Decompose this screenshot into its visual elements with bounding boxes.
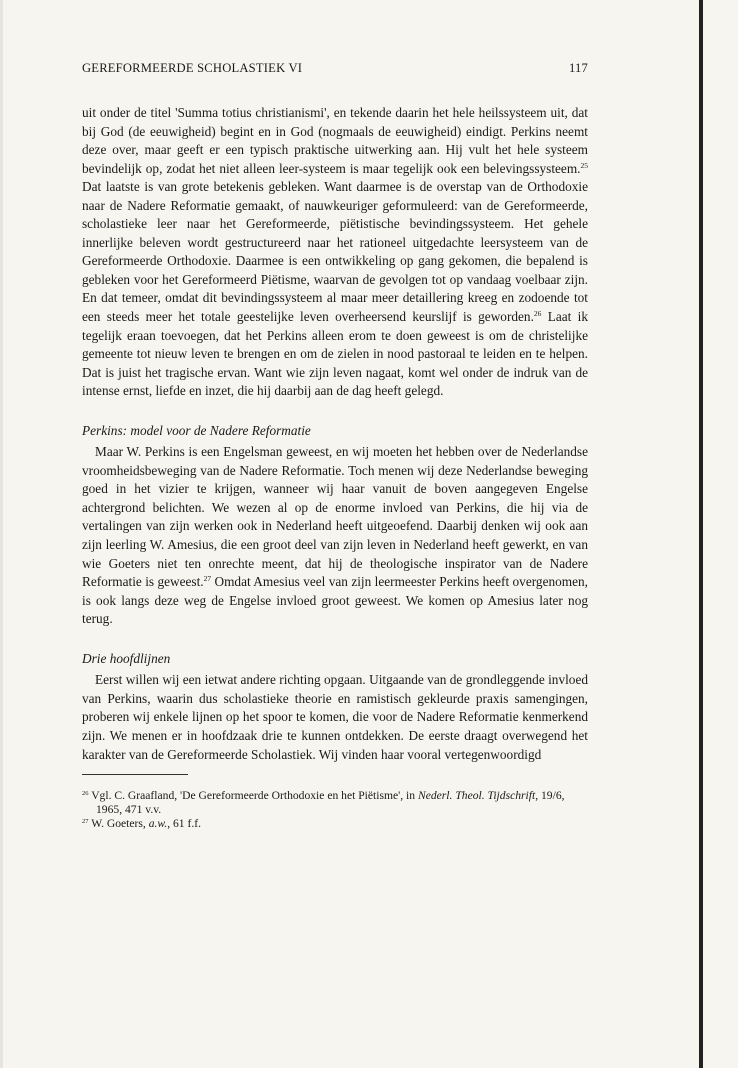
- scan-right-edge: [699, 0, 703, 1068]
- page: [82, 50, 588, 831]
- body-text: [82, 104, 588, 764]
- footnote-rule: [82, 774, 188, 775]
- footnote-abbrev: a.w.: [148, 817, 168, 831]
- footnote-ref-27[interactable]: 27: [203, 574, 212, 584]
- footnote-text: W. Goeters,: [88, 817, 149, 831]
- running-header: [82, 61, 588, 81]
- footnotes: [82, 789, 588, 831]
- scan-left-edge: [0, 0, 3, 1068]
- paragraph-2-text-a: Maar W. Perkins is een Engelsman geweest, en wij moeten het hebben over de Nederlandse vroomheidsbeweging van de Nadere Reformatie. Toch menen wij deze Nederlandse beweging goed in het vizier te krijgen, wanneer wij haar vanuit de boven aangegeven Engelse achtergrond belichten. We wezen al op de enorme invloed van Perkins, die hij via de vertalingen van zijn werken ook in Nederland heeft uitgeoefend. Daarbij denken wij ook aan zijn leerling W. Amesius, die een groot deel van zijn leven in Nederland heeft gewerkt, en van wie Goeters niet ten onrechte meent, dat hij de theologische inspirator van de Nadere Reformatie is geweest.: [82, 444, 588, 590]
- paragraph-1: [82, 104, 588, 401]
- section-heading-drie-hoofdlijnen: Drie hoofdlijnen: [82, 650, 171, 666]
- footnote-27: [82, 817, 588, 831]
- paragraph-1-text-b: Dat laatste is van grote betekenis gebleken. Want daarmee is de overstap van de Orthodoxie naar de Nadere Reformatie gemaakt, of nauwkeuriger geformuleerd: van de Gereformeerde, scholastieke leer naar het Gereformeerde, piëtistische bevindingssysteem. Het gehele innerlijke beleven wordt gestructureerd naar het rationeel uitgedachte leersysteem van de Gereformeerde Orthodoxie. Daarmee is een ontwikkeling op gang gekomen, die bepalend is gebleken voor het Gereformeerd Piëtisme, waarvan de gevolgen tot op vandaag voelbaar zijn. En dat temeer, omdat dit bevindingssysteem al maar meer detaillering kreeg en zodoende tot een steeds meer het totale geestelijke leven overheersend keurslijf is geworden.: [82, 179, 588, 325]
- footnote-26: [82, 789, 588, 817]
- page-number: 117: [568, 61, 588, 75]
- running-title: GEREFORMEERDE SCHOLASTIEK VI: [82, 61, 303, 75]
- footnote-text: , 19/6, 1965, 471 v.v.: [96, 789, 565, 817]
- paragraph-3: Eerst willen wij een ietwat andere richting opgaan. Uitgaande van de grondleggende invloed van Perkins, waarin dus scholastieke theorie en ramistisch gekleurde praxis samengingen, proberen wij enkele lijnen op het spoor te komen, die voor de Nadere Reformatie kenmerkend zijn. We menen er in hoofdzaak drie te kunnen ontdekken. De eerste draagt overwegend het karakter van de Gereformeerde Scholastiek. Wij vinden haar vooral vertegenwoordigd: [82, 672, 588, 762]
- footnote-number: 26: [82, 790, 89, 798]
- paragraph-1-text-c: Laat ik tegelijk eraan toevoegen, dat het Perkins alleen erom te doen geweest is om de christelijke gemeente tot nieuw leven te brengen en om de zielen in nood pastoraal te leiden en te helpen. Dat is juist het tragische ervan. Want wie zijn leven nagaat, komt wel onder de indruk van de intense ernst, liefde en inzet, die hij daarbij aan de dag heeft gelegd.: [82, 309, 588, 399]
- section-heading-perkins: Perkins: model voor de Nadere Reformatie: [82, 422, 311, 438]
- footnote-text: Vgl. C. Graafland, 'De Gereformeerde Orthodoxie en het Piëtisme', in: [88, 789, 418, 803]
- footnote-journal-title: Nederl. Theol. Tijdschrift: [417, 789, 536, 803]
- footnote-number: 27: [82, 818, 89, 826]
- paragraph-2: [82, 443, 588, 628]
- footnote-text: , 61 f.f.: [167, 817, 201, 831]
- footnote-ref-25[interactable]: 25: [580, 160, 588, 170]
- paragraph-2-text-b: Omdat Amesius veel van zijn leermeester Perkins heeft overgenomen, is ook langs deze weg de Engelse invloed groot geweest. We komen op Amesius later nog terug.: [82, 574, 588, 627]
- paragraph-1-text-a: uit onder de titel 'Summa totius christianismi', en tekende daarin het hele heilssysteem uit, dat bij God (de eeuwigheid) begint en in God (nogmaals de eeuwigheid) eindigt. Perkins neemt deze over, maar geeft er een typisch praktische uitwerking aan. Hij vult het hele systeem bevindelijk op, zodat het niet alleen leer-systeem is maar tegelijk ook een belevingssysteem.: [82, 105, 588, 176]
- footnote-ref-26[interactable]: 26: [533, 309, 542, 319]
